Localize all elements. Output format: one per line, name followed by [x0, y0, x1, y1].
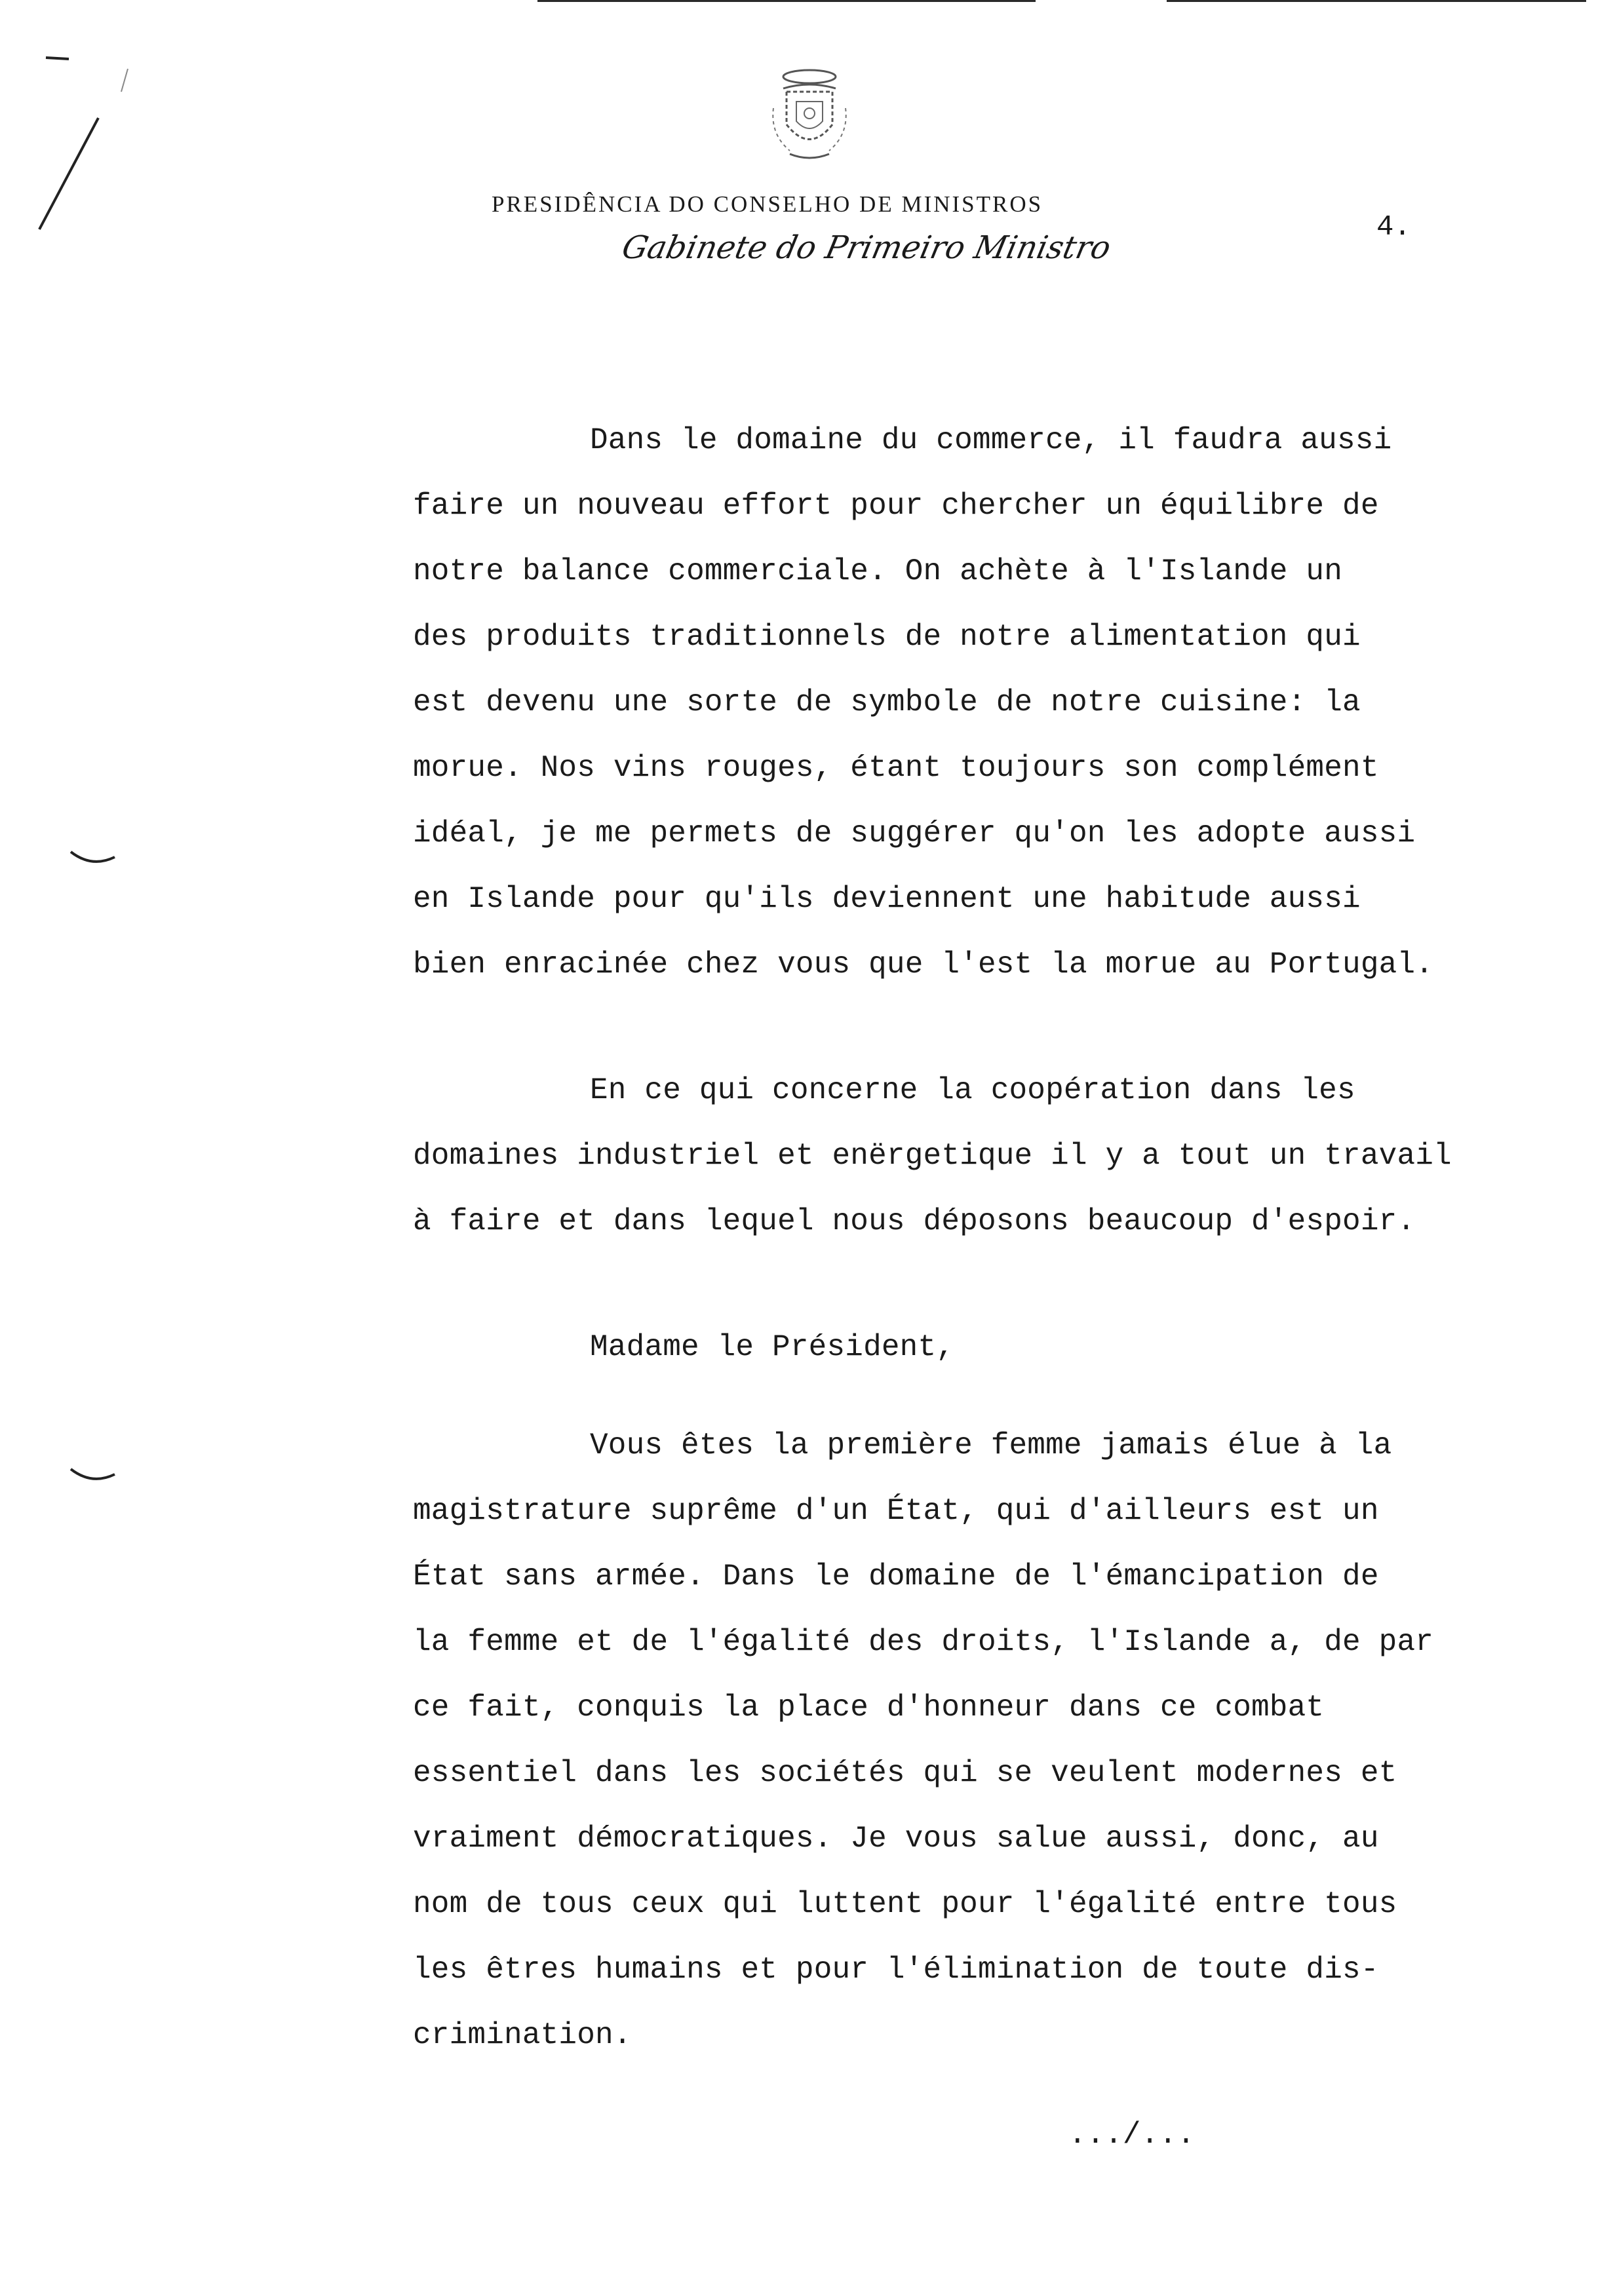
paragraph-commerce — [413, 408, 1566, 997]
scan-top-border-right — [1167, 0, 1586, 2]
page-number: 4. — [1376, 211, 1411, 244]
scan-margin-marks — [0, 0, 170, 2296]
paragraph-president — [413, 1413, 1566, 2068]
text-line: État sans armée. Dans le domaine de l'émancipation de — [413, 1559, 1379, 1594]
text-line: magistrature suprême d'un État, qui d'ailleurs est un — [413, 1494, 1379, 1528]
text-line: nom de tous ceux qui luttent pour l'égalité entre tous — [413, 1887, 1397, 1921]
paragraph-gap — [413, 1254, 1566, 1314]
coat-of-arms-icon — [760, 62, 859, 167]
text-line: vraiment démocratiques. Je vous salue aussi, donc, au — [413, 1822, 1379, 1856]
text-line: bien enracinée chez vous que l'est la morue au Portugal. — [413, 947, 1434, 982]
text-line: morue. Nos vins rouges, étant toujours son complément — [413, 751, 1379, 785]
text-line: domaines industriel et enërgetique il y a tout un travail — [413, 1139, 1452, 1173]
paragraph-cooperation — [413, 1058, 1566, 1254]
salutation-line: Madame le Président, — [590, 1330, 955, 1364]
scan-top-border-left — [537, 0, 1036, 2]
text-line: idéal, je me permets de suggérer qu'on les adopte aussi — [413, 816, 1416, 851]
text-line: essentiel dans les sociétés qui se veulent modernes et — [413, 1756, 1397, 1790]
text-line: Vous êtes la première femme jamais élue à la — [590, 1428, 1392, 1463]
text-line: est devenu une sorte de symbole de notre cuisine: la — [413, 685, 1361, 719]
text-line: la femme et de l'égalité des droits, l'Islande a, de par — [413, 1625, 1434, 1659]
text-line: ce fait, conquis la place d'honneur dans ce combat — [413, 1691, 1325, 1725]
cabinet-subtitle: Gabinete do Primeiro Ministro — [619, 229, 1114, 266]
text-line: en Islande pour qu'ils deviennent une habitude aussi — [413, 882, 1361, 916]
text-line: En ce qui concerne la coopération dans les — [590, 1073, 1355, 1107]
continuation-marker: .../... — [1068, 2118, 1196, 2152]
text-line: Dans le domaine du commerce, il faudra aussi — [590, 423, 1392, 457]
text-line: notre balance commerciale. On achète à l'Islande un — [413, 554, 1343, 588]
ministry-title: PRESIDÊNCIA DO CONSELHO DE MINISTROS — [492, 191, 1043, 217]
salutation — [413, 1314, 1566, 1380]
text-line: à faire et dans lequel nous déposons beaucoup d'espoir. — [413, 1204, 1416, 1238]
letter-body — [413, 408, 1566, 2068]
text-line: des produits traditionnels de notre alimentation qui — [413, 620, 1361, 654]
text-line: crimination. — [413, 2018, 632, 2052]
text-line: les êtres humains et pour l'élimination de toute dis- — [413, 1953, 1379, 1987]
text-line: faire un nouveau effort pour chercher un équilibre de — [413, 489, 1379, 523]
paragraph-gap — [413, 997, 1566, 1058]
paragraph-gap — [413, 1380, 1566, 1413]
